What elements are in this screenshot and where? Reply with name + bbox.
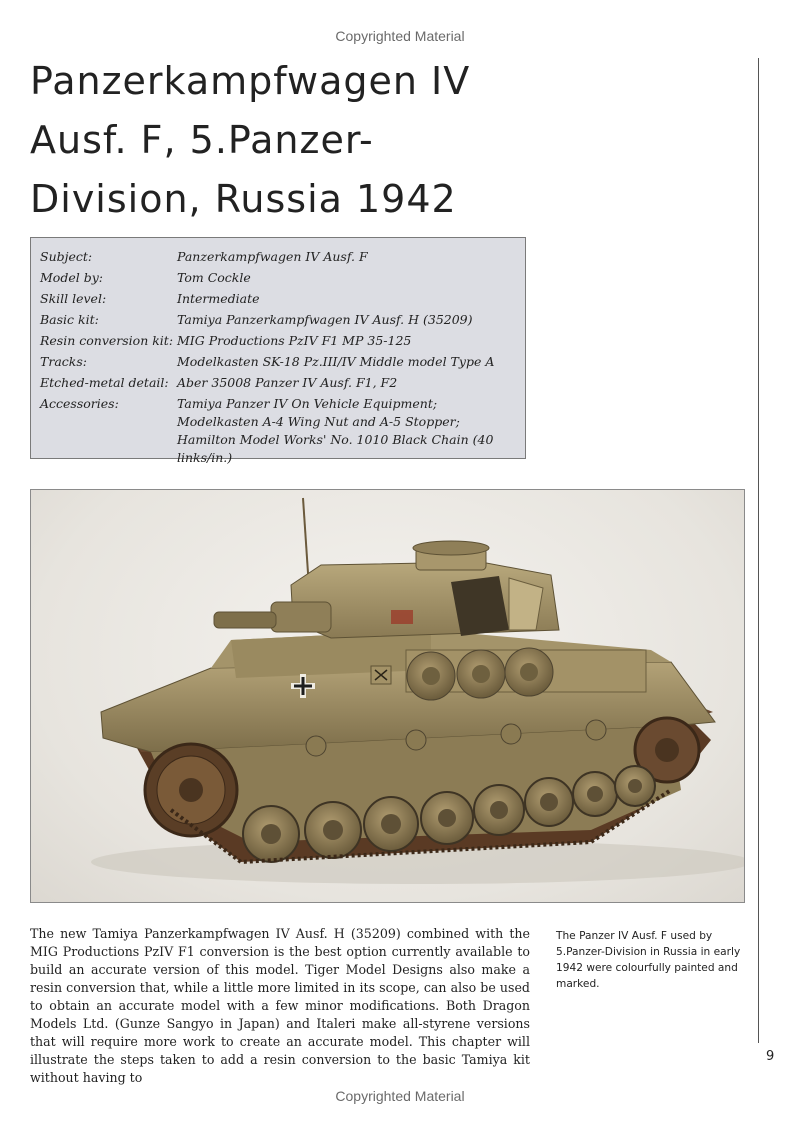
title-line: Ausf. F, 5.Panzer- bbox=[30, 118, 374, 162]
spec-label: Etched-metal detail: bbox=[40, 375, 169, 390]
spec-label: Accessories: bbox=[40, 396, 119, 411]
spec-value: Tom Cockle bbox=[177, 270, 251, 285]
watermark-top: Copyrighted Material bbox=[335, 28, 465, 44]
spec-row bbox=[40, 330, 525, 351]
title-line: Division, Russia 1942 bbox=[30, 177, 457, 221]
spec-label: Tracks: bbox=[40, 354, 87, 369]
margin-rule bbox=[758, 58, 759, 1043]
spec-value: Aber 35008 Panzer IV Ausf. F1, F2 bbox=[177, 375, 398, 390]
spec-label: Skill level: bbox=[40, 291, 107, 306]
spec-value: Modelkasten SK-18 Pz.III/IV Middle model Type A bbox=[177, 354, 495, 369]
spec-row bbox=[40, 288, 525, 309]
spec-label: Model by: bbox=[40, 270, 103, 285]
spec-row bbox=[40, 246, 525, 267]
title-line: Panzerkampfwagen IV bbox=[30, 59, 471, 103]
spec-label: Resin conversion kit: bbox=[40, 333, 174, 348]
spec-label: Subject: bbox=[40, 249, 93, 264]
spec-value: MIG Productions PzIV F1 MP 35-125 bbox=[177, 333, 412, 348]
photo-caption: The Panzer IV Ausf. F used by 5.Panzer-Division in Russia in early 1942 were colourfully painted and marked. bbox=[556, 930, 741, 990]
spec-box bbox=[30, 237, 526, 465]
body-paragraph: The new Tamiya Panzerkampfwagen IV Ausf. H (35209) combined with the MIG Productions PzIV F1 conversion is the best option currently available to build an accurate version of this model. Tiger Model Designs also make a resin conversion that, while a little more limited in its scope, can also be used to obtain an accurate model with a few minor modifications. Both Dragon Models Ltd. (Gunze Sangyo in Japan) and Italeri make all-styrene versions that will require more work to create an accurate model. This chapter will illustrate the steps taken to add a resin conversion to the basic Tamiya kit without having to bbox=[30, 926, 530, 1085]
spec-row bbox=[40, 372, 525, 393]
spec-row bbox=[40, 393, 525, 467]
page-number: 9 bbox=[766, 1049, 775, 1064]
spec-value: Tamiya Panzerkampfwagen IV Ausf. H (35209) bbox=[177, 312, 473, 327]
spec-value: Tamiya Panzer IV On Vehicle Equipment; Modelkasten A-4 Wing Nut and A-5 Stopper; Hamilton Model Works' No. 1010 Black Chain (40 links/in.) bbox=[177, 396, 494, 465]
spec-value: Panzerkampfwagen IV Ausf. F bbox=[177, 249, 368, 264]
spec-label: Basic kit: bbox=[40, 312, 99, 327]
tank-illustration bbox=[31, 490, 744, 902]
spec-row bbox=[40, 351, 525, 372]
tank-model-photo bbox=[30, 489, 745, 903]
spec-row bbox=[40, 309, 525, 330]
page-title bbox=[30, 52, 550, 229]
spec-row bbox=[40, 267, 525, 288]
spec-value: Intermediate bbox=[177, 291, 260, 306]
watermark-bottom: Copyrighted Material bbox=[335, 1088, 465, 1104]
